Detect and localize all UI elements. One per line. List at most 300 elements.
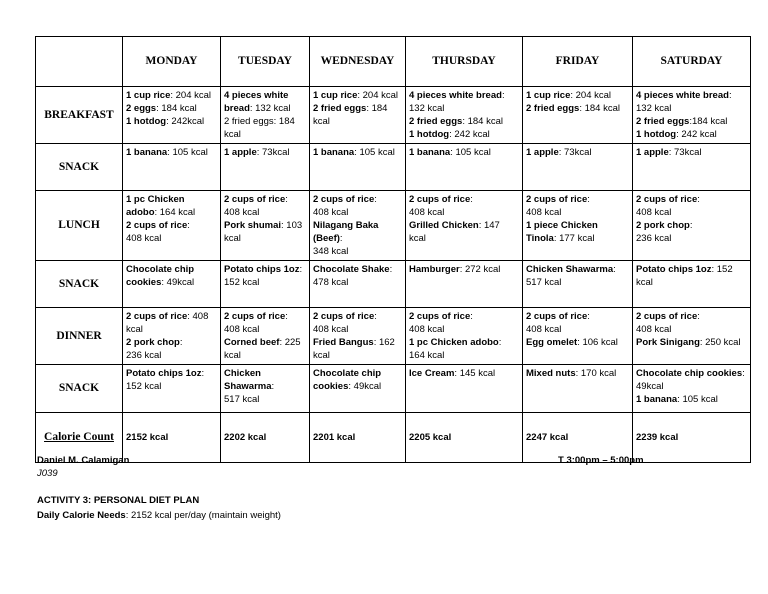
food-calories: : [201,368,205,379]
food-line [409,349,519,362]
meal-cell [406,365,523,413]
corner-cell [36,37,123,87]
food-line [126,219,217,232]
food-calories: : 225 [279,337,301,348]
food-calories: : 105 kcal [354,147,395,158]
food-item: Chicken Shawarma [526,264,614,275]
food-line [409,323,519,336]
food-calories: : [179,337,183,348]
meal-label: BREAKFAST [36,87,123,144]
food-item: Fried Bangus [313,337,374,348]
food-line [313,323,402,336]
food-item: 1 hotdog [409,129,450,140]
food-item: Egg omelet [526,337,578,348]
food-line [126,206,217,219]
food-item: 1 hotdog [636,129,677,140]
food-line [526,336,629,349]
food-item: 2 cups of rice [526,194,588,205]
food-line [409,336,519,349]
food-item: bread [224,103,250,114]
food-calories: : [742,368,745,379]
food-line [224,115,306,128]
food-line [126,310,217,323]
food-line [224,146,306,159]
food-item: Shawarma [224,381,272,392]
food-line [636,263,747,276]
food-line [126,323,217,336]
diet-plan-table [35,36,751,463]
meal-cell [633,144,751,191]
food-calories: 517 kcal [526,277,562,288]
food-line [313,367,402,380]
food-item: 2 cups of rice [224,311,286,322]
meal-cell [310,261,406,308]
food-line [313,146,402,159]
food-line [126,263,217,276]
food-item: 2 cups of rice [224,194,286,205]
food-line [224,380,306,393]
calorie-count-value: 2239 kcal [633,413,751,463]
food-calories: : 49kcal [161,277,195,288]
meal-cell [310,87,406,144]
food-item: 1 cup rice [313,90,358,101]
food-line [636,219,747,232]
food-calories: kcal [313,116,330,127]
meal-cell [633,191,751,261]
food-line [313,349,402,362]
food-calories: : 184 [366,103,388,114]
food-calories: : 164 kcal [154,207,196,218]
meal-cell [406,191,523,261]
meal-cell [523,365,633,413]
food-line [126,349,217,362]
food-line [526,146,629,159]
food-item: Chocolate chip [126,264,195,275]
food-calories: kcal [409,233,426,244]
food-line [636,89,747,102]
meal-cell [310,365,406,413]
food-calories: 408 kcal [224,207,260,218]
food-calories: : 73kcal [256,147,290,158]
food-line [224,89,306,102]
food-calories: 408 kcal [526,207,562,218]
food-item: 4 pieces white bread [636,90,729,101]
food-item: 2 eggs [126,103,157,114]
food-item: (Beef) [313,233,340,244]
food-calories: 408 kcal [409,207,445,218]
meal-cell [523,261,633,308]
food-line [409,310,519,323]
food-calories: : 184 kcal [579,103,620,114]
food-calories: : 204 kcal [357,90,399,101]
food-item: 1 cup rice [526,90,571,101]
meal-cell [633,308,751,365]
food-item: 2 cups of rice [409,311,471,322]
meal-cell [310,144,406,191]
food-item: 1 apple [526,147,559,158]
food-line [224,206,306,219]
meal-cell [123,87,221,144]
food-line [526,276,629,289]
food-item: 1 piece Chicken [526,220,598,231]
food-calories: 132 kcal [409,103,445,114]
food-calories: : [501,90,505,101]
calorie-count-value: 2201 kcal [310,413,406,463]
food-item: 2 cups of rice [409,194,471,205]
food-line [409,115,519,128]
food-calories: 236 kcal [636,233,672,244]
food-item: 2 cups of rice [636,194,698,205]
food-line [636,367,747,380]
food-calories: 348 kcal [313,246,349,257]
calorie-needs-label: Daily Calorie Needs [37,510,126,521]
food-item: 2 pork chop [126,337,180,348]
food-line [313,115,402,128]
food-calories: : [470,194,473,205]
food-line [313,310,402,323]
calorie-count-value: 2202 kcal [221,413,310,463]
food-item: 2 cups of rice [126,220,188,231]
meal-label: SNACK [36,144,123,191]
food-item: Potato chips 1oz [636,264,712,275]
meal-cell [310,308,406,365]
food-item: 1 apple [636,147,669,158]
header-row [36,37,751,87]
food-line [313,89,402,102]
food-item: Nilagang Baka [313,220,379,231]
meal-cell [221,308,310,365]
day-header: WEDNESDAY [310,37,406,87]
meal-cell [406,144,523,191]
food-calories: : 105 kcal [167,147,208,158]
food-item: 1 cup rice [126,90,171,101]
food-calories: : 145 kcal [454,368,496,379]
meal-row [36,308,751,365]
food-line [526,367,629,380]
food-calories: 164 kcal [409,350,445,361]
food-calories: : [587,194,590,205]
food-calories: : 106 kcal [577,337,618,348]
food-line [313,232,402,245]
food-item: Tinola [526,233,554,244]
food-line [126,232,217,245]
food-calories: : 73kcal [558,147,592,158]
food-calories: : 204 kcal [170,90,212,101]
food-calories: : 184 kcal [156,103,197,114]
meal-cell [523,191,633,261]
meal-cell [123,144,221,191]
meal-label: DINNER [36,308,123,365]
food-item: Grilled Chicken [409,220,479,231]
food-item: Chocolate chip cookies [636,368,743,379]
food-line [409,219,519,232]
food-calories: 408 kcal [313,207,349,218]
food-calories: : [299,264,303,275]
food-item: 2 cups of rice [313,311,375,322]
food-calories: 49kcal [636,381,664,392]
food-line [636,323,747,336]
food-line [313,276,402,289]
food-calories: 408 kcal [636,207,672,218]
food-line [409,128,519,141]
food-calories: kcal [126,324,143,335]
food-line [636,276,747,289]
food-line [636,380,747,393]
food-line [126,102,217,115]
food-calories: 408 kcal [313,324,349,335]
food-calories: kcal [313,350,330,361]
food-calories: 152 kcal [224,277,260,288]
food-line [636,146,747,159]
food-calories: : [613,264,616,275]
food-calories: : 242 kcal [676,129,717,140]
food-item: 1 banana [126,147,168,158]
food-calories: 408 kcal [526,324,562,335]
food-item: 4 pieces white bread [409,90,502,101]
food-item: 2 cups of rice [126,311,188,322]
food-line [409,193,519,206]
calorie-count-value: 2247 kcal [523,413,633,463]
food-line [526,323,629,336]
food-calories: : [587,311,590,322]
meal-label: LUNCH [36,191,123,261]
food-calories: : [697,194,700,205]
food-line [313,193,402,206]
food-item: 4 pieces white [224,90,289,101]
food-item: Pork shumai [224,220,282,231]
meal-cell [123,365,221,413]
food-item: 1 banana [636,394,678,405]
meal-row [36,191,751,261]
food-line [224,263,306,276]
food-line [224,393,306,406]
meal-label: SNACK [36,261,123,308]
food-calories: : [389,264,393,275]
food-item: 1 apple [224,147,257,158]
food-line [409,263,519,276]
food-line [313,380,402,393]
food-line [224,193,306,206]
food-calories: : 184 kcal [462,116,503,127]
food-calories: : 162 [373,337,395,348]
food-calories: : 105 kcal [677,394,718,405]
meal-cell [523,87,633,144]
food-line [636,193,747,206]
food-calories: 408 kcal [636,324,672,335]
food-item: cookies [313,381,349,392]
food-line [224,102,306,115]
food-calories: 478 kcal [313,277,349,288]
food-calories: : 250 kcal [699,337,741,348]
food-line [526,219,629,232]
day-header: THURSDAY [406,37,523,87]
food-line [313,206,402,219]
food-line [409,206,519,219]
food-calories: 132 kcal [636,103,672,114]
food-line [224,323,306,336]
food-line [313,102,402,115]
food-calories: kcal [224,350,241,361]
meal-cell [406,261,523,308]
food-calories: : [339,233,343,244]
food-line [126,276,217,289]
calorie-count-value: 2205 kcal [406,413,523,463]
day-header: SATURDAY [633,37,751,87]
food-line [224,232,306,245]
food-calories: : [470,311,473,322]
meal-row [36,87,751,144]
food-line [313,336,402,349]
meal-cell [123,308,221,365]
food-line [224,310,306,323]
food-line [224,219,306,232]
meal-row [36,144,751,191]
food-item: adobo [126,207,155,218]
activity-title: ACTIVITY 3: PERSONAL DIET PLAN [37,495,200,506]
food-item: Chocolate chip [313,368,382,379]
food-line [636,102,747,115]
food-line [526,206,629,219]
meal-cell [523,308,633,365]
food-item: 2 fried eggs [636,116,690,127]
food-line [636,310,747,323]
food-line [313,219,402,232]
calorie-count-value: 2152 kcal [123,413,221,463]
food-item: Ice Cream [409,368,455,379]
food-calories: : [689,220,693,231]
food-item: 2 cups of rice [313,194,375,205]
day-header: MONDAY [123,37,221,87]
food-line [636,232,747,245]
food-item: Hamburger [409,264,460,275]
meal-cell [221,191,310,261]
food-calories: : 177 kcal [553,233,595,244]
food-calories: 236 kcal [126,350,162,361]
meal-cell [221,365,310,413]
calorie-needs [37,510,281,521]
food-line [224,276,306,289]
food-calories: : 152 [711,264,733,275]
food-item: Corned beef [224,337,280,348]
food-item: 1 hotdog [126,116,167,127]
meal-cell [523,144,633,191]
food-item: 1 pc Chicken [126,194,185,205]
food-line [126,89,217,102]
meal-cell [406,87,523,144]
food-calories: 408 kcal [409,324,445,335]
food-line [636,336,747,349]
food-calories: : [498,337,502,348]
food-line [409,146,519,159]
food-line [126,367,217,380]
food-calories: 517 kcal [224,394,260,405]
food-line [526,310,629,323]
food-calories: : 408 [187,311,209,322]
day-header: TUESDAY [221,37,310,87]
food-item: Chicken [224,368,261,379]
food-calories: kcal [224,129,241,140]
food-calories: kcal [224,233,241,244]
food-line [224,336,306,349]
meal-cell [221,87,310,144]
section-code: J039 [37,468,58,479]
meal-row [36,365,751,413]
food-calories: : 272 kcal [459,264,501,275]
food-calories: 408 kcal [224,324,260,335]
student-name: Daniel M. Calamigan [37,455,130,466]
food-item: Potato chips 1oz [224,264,300,275]
food-calories: : 132 kcal [249,103,291,114]
food-line [126,146,217,159]
food-calories: : 103 [281,220,303,231]
food-calories: : [271,381,275,392]
food-line [526,232,629,245]
food-calories: : 105 kcal [450,147,491,158]
food-calories: : 242 kcal [449,129,490,140]
food-line [526,193,629,206]
food-line [126,336,217,349]
food-line [636,115,747,128]
meal-row [36,261,751,308]
food-calories: : [187,220,190,231]
food-line [636,206,747,219]
food-line [313,263,402,276]
food-line [526,102,629,115]
meal-cell [406,308,523,365]
food-line [409,102,519,115]
food-line [224,128,306,141]
food-item: 2 fried eggs [526,103,580,114]
food-line [126,193,217,206]
food-calories: : [374,194,377,205]
food-calories: : 170 kcal [575,368,617,379]
calorie-count-label: Calorie Count [36,413,123,463]
food-line [526,263,629,276]
food-item: Chocolate Shake [313,264,390,275]
food-line [526,89,629,102]
food-item: 2 cups of rice [636,311,698,322]
food-calories: : [285,311,288,322]
food-line [636,393,747,406]
food-item: Pork Sinigang [636,337,700,348]
food-line [224,349,306,362]
meal-cell [310,191,406,261]
food-calories: : 49kcal [348,381,382,392]
meal-cell [123,261,221,308]
food-calories: kcal [636,277,653,288]
food-item: Potato chips 1oz [126,368,202,379]
food-calories: : 147 [478,220,500,231]
food-calories: 2 fried eggs: 184 [224,116,295,127]
day-header: FRIDAY [523,37,633,87]
food-calories: : 242kcal [166,116,205,127]
meal-label: SNACK [36,365,123,413]
food-line [126,115,217,128]
food-line [409,232,519,245]
food-line [126,380,217,393]
food-item: 2 fried eggs [313,103,367,114]
food-calories: : [697,311,700,322]
food-calories: 408 kcal [126,233,162,244]
food-calories: : [728,90,732,101]
food-line [313,245,402,258]
food-item: 2 cups of rice [526,311,588,322]
meal-cell [633,87,751,144]
food-calories: : [285,194,288,205]
food-calories: 152 kcal [126,381,162,392]
meal-cell [633,365,751,413]
food-line [409,367,519,380]
